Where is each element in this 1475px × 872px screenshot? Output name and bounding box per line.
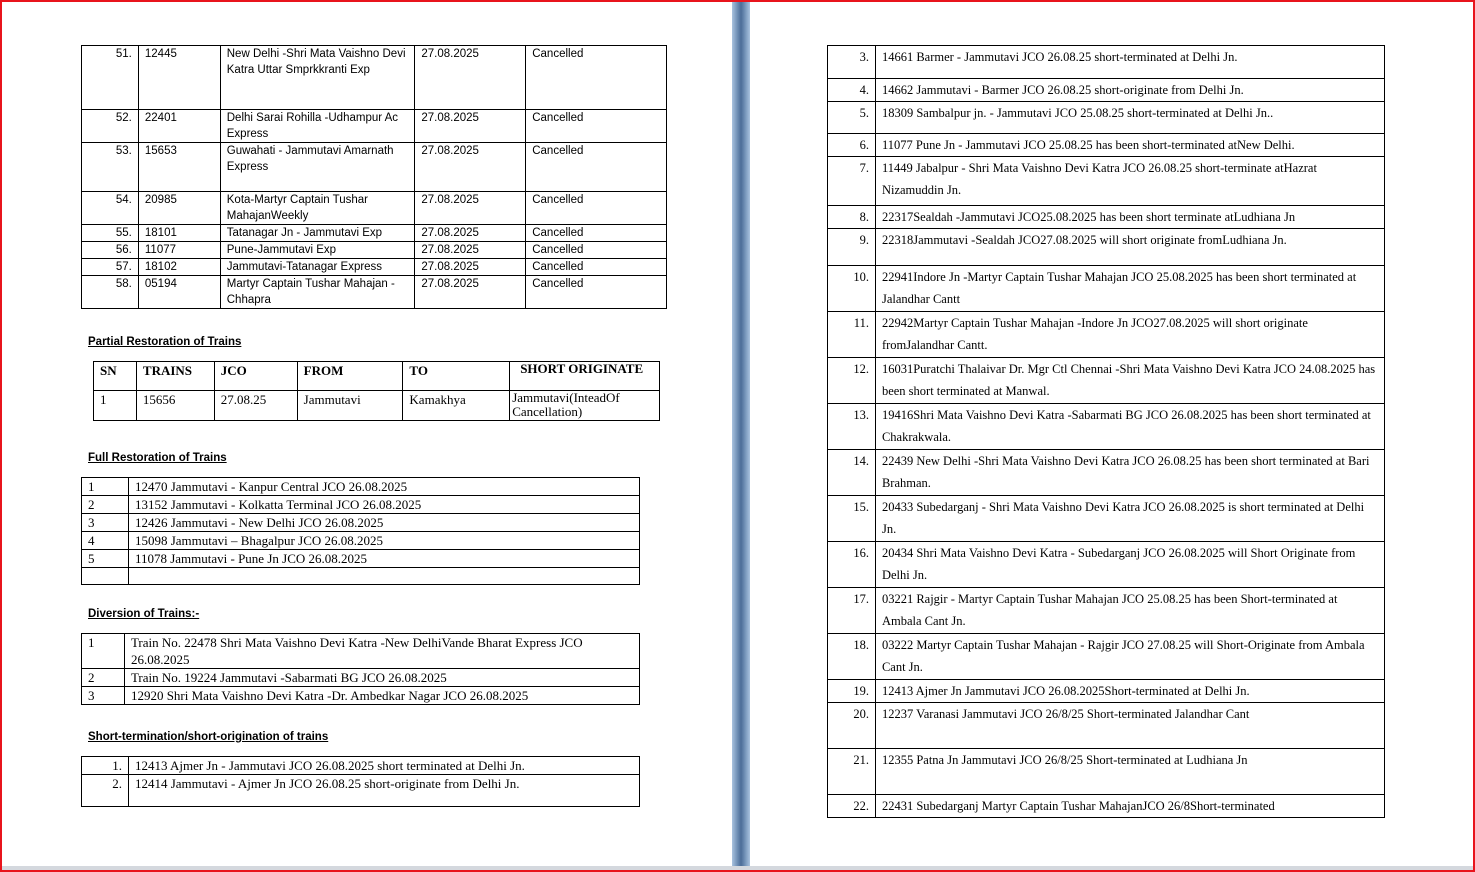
short-term-row-right xyxy=(828,795,1385,818)
date-cell: 27.08.2025 xyxy=(415,143,526,192)
sn-cell: 3. xyxy=(828,46,876,79)
train-number-cell: 11077 xyxy=(138,242,220,259)
page-divider xyxy=(732,0,750,872)
short-termination-table-left xyxy=(81,756,640,807)
col-jco-header: JCO xyxy=(214,362,297,391)
date-cell: 27.08.2025 xyxy=(415,242,526,259)
sn-cell: 3 xyxy=(82,514,129,532)
sn-cell: 21. xyxy=(828,749,876,795)
full-restoration-heading: Full Restoration of Trains xyxy=(88,452,227,464)
cancelled-row xyxy=(82,276,667,309)
status-cell: Cancelled xyxy=(526,225,667,242)
entry-text-cell: 14661 Barmer - Jammutavi JCO 26.08.25 short-terminated at Delhi Jn. xyxy=(875,46,1384,79)
sn-cell: 1 xyxy=(82,634,125,669)
date-cell: 27.08.2025 xyxy=(415,259,526,276)
short-term-row-right xyxy=(828,157,1385,206)
status-cell: Cancelled xyxy=(526,242,667,259)
train-number-cell: 18101 xyxy=(138,225,220,242)
entry-text-cell: 03221 Rajgir - Martyr Captain Tushar Mahajan JCO 25.08.25 has been Short-terminated at Ambala Cant Jn. xyxy=(875,588,1384,634)
date-cell: 27.08.2025 xyxy=(415,276,526,309)
date-cell: 27.08.2025 xyxy=(415,110,526,143)
entry-text-cell: 22942Martyr Captain Tushar Mahajan -Indore Jn JCO27.08.2025 will short originate fromJalandhar Cantt. xyxy=(875,312,1384,358)
train-number-cell: 18102 xyxy=(138,259,220,276)
short-termination-heading: Short-termination/short-origination of trains xyxy=(88,731,329,743)
sn-cell: 1. xyxy=(82,757,129,775)
sn-cell: 9. xyxy=(828,229,876,266)
short-term-row-right xyxy=(828,102,1385,134)
cancelled-row xyxy=(82,46,667,110)
entry-text-cell: 12237 Varanasi Jammutavi JCO 26/8/25 Short-terminated Jalandhar Cant xyxy=(875,703,1384,749)
full-restoration-row xyxy=(82,568,640,585)
short-term-row-right xyxy=(828,496,1385,542)
sn-cell: 20. xyxy=(828,703,876,749)
entry-text-cell: 12414 Jammutavi - Ajmer Jn JCO 26.08.25 short-originate from Delhi Jn. xyxy=(128,775,639,807)
sn-cell xyxy=(82,568,129,585)
partial-row xyxy=(94,391,660,421)
partial-train-cell: 15656 xyxy=(136,391,214,421)
sn-cell: 12. xyxy=(828,358,876,404)
document-page-right xyxy=(750,0,1473,866)
short-term-row-right xyxy=(828,46,1385,79)
entry-text-cell xyxy=(128,568,639,585)
sn-cell: 55. xyxy=(82,225,139,242)
full-restoration-row xyxy=(82,550,640,568)
entry-text-cell: 14662 Jammutavi - Barmer JCO 26.08.25 short-originate from Delhi Jn. xyxy=(875,79,1384,102)
full-restoration-row xyxy=(82,478,640,496)
train-name-cell: Martyr Captain Tushar Mahajan - Chhapra xyxy=(220,276,415,309)
entry-text-cell: 03222 Martyr Captain Tushar Mahajan - Rajgir JCO 27.08.25 will Short-Originate from Ambala Cant Jn. xyxy=(875,634,1384,680)
short-term-row-right xyxy=(828,266,1385,312)
diversion-row xyxy=(82,634,640,669)
bottom-scroll-strip xyxy=(2,866,1473,870)
date-cell: 27.08.2025 xyxy=(415,225,526,242)
document-page-left xyxy=(2,0,732,866)
short-term-row-left xyxy=(82,757,640,775)
date-cell: 27.08.2025 xyxy=(415,46,526,110)
cancelled-row xyxy=(82,143,667,192)
col-trains-header: TRAINS xyxy=(136,362,214,391)
cancelled-row xyxy=(82,242,667,259)
cancelled-row xyxy=(82,110,667,143)
diversion-row xyxy=(82,669,640,687)
sn-cell: 56. xyxy=(82,242,139,259)
train-number-cell: 05194 xyxy=(138,276,220,309)
sn-cell: 17. xyxy=(828,588,876,634)
status-cell: Cancelled xyxy=(526,143,667,192)
entry-text-cell: 12413 Ajmer Jn - Jammutavi JCO 26.08.2025 short terminated at Delhi Jn. xyxy=(128,757,639,775)
status-cell: Cancelled xyxy=(526,110,667,143)
col-short-originate-header: SHORT ORIGINATE xyxy=(510,362,660,391)
short-term-row-right xyxy=(828,134,1385,157)
short-term-row-right xyxy=(828,312,1385,358)
entry-text-cell: 22439 New Delhi -Shri Mata Vaishno Devi Katra JCO 26.08.25 has been short terminated at Bari Brahman. xyxy=(875,450,1384,496)
full-restoration-row xyxy=(82,514,640,532)
entry-text-cell: 11077 Pune Jn - Jammutavi JCO 25.08.25 has been short-terminated atNew Delhi. xyxy=(875,134,1384,157)
train-name-cell: Kota-Martyr Captain Tushar MahajanWeekly xyxy=(220,192,415,225)
short-term-row-right xyxy=(828,450,1385,496)
full-restoration-row xyxy=(82,496,640,514)
entry-text-cell: 16031Puratchi Thalaivar Dr. Mgr Ctl Chennai -Shri Mata Vaishno Devi Katra JCO 24.08.2025 has been short terminated at Manwal. xyxy=(875,358,1384,404)
sn-cell: 11. xyxy=(828,312,876,358)
sn-cell: 18. xyxy=(828,634,876,680)
train-number-cell: 22401 xyxy=(138,110,220,143)
sn-cell: 13. xyxy=(828,404,876,450)
sn-cell: 5. xyxy=(828,102,876,134)
entry-text-cell: 18309 Sambalpur jn. - Jammutavi JCO 25.08.25 short-terminated at Delhi Jn.. xyxy=(875,102,1384,134)
entry-text-cell: 11449 Jabalpur - Shri Mata Vaishno Devi Katra JCO 26.08.25 short-terminate atHazrat Nizamuddin Jn. xyxy=(875,157,1384,206)
sn-cell: 1 xyxy=(82,478,129,496)
diversion-row xyxy=(82,687,640,705)
short-term-row-right xyxy=(828,749,1385,795)
sn-cell: 58. xyxy=(82,276,139,309)
partial-restoration-table xyxy=(93,361,660,421)
train-number-cell: 15653 xyxy=(138,143,220,192)
short-term-row-right xyxy=(828,229,1385,266)
entry-text-cell: 19416Shri Mata Vaishno Devi Katra -Sabarmati BG JCO 26.08.2025 has been short terminated at Chakrakwala. xyxy=(875,404,1384,450)
entry-text-cell: 20433 Subedarganj - Shri Mata Vaishno Devi Katra JCO 26.08.2025 is short terminated at Delhi Jn. xyxy=(875,496,1384,542)
sn-cell: 22. xyxy=(828,795,876,818)
train-name-cell: Jammutavi-Tatanagar Express xyxy=(220,259,415,276)
sn-cell: 19. xyxy=(828,680,876,703)
train-name-cell: Pune-Jammutavi Exp xyxy=(220,242,415,259)
short-term-row-left xyxy=(82,775,640,807)
status-cell: Cancelled xyxy=(526,192,667,225)
short-term-row-right xyxy=(828,404,1385,450)
short-term-row-right xyxy=(828,358,1385,404)
train-number-cell: 20985 xyxy=(138,192,220,225)
sn-cell: 52. xyxy=(82,110,139,143)
short-term-row-right xyxy=(828,588,1385,634)
train-name-cell: Tatanagar Jn - Jammutavi Exp xyxy=(220,225,415,242)
sn-cell: 4 xyxy=(82,532,129,550)
partial-sn-cell: 1 xyxy=(94,391,137,421)
short-term-row-right xyxy=(828,79,1385,102)
sn-cell: 54. xyxy=(82,192,139,225)
sn-cell: 15. xyxy=(828,496,876,542)
train-name-cell: Guwahati - Jammutavi Amarnath Express xyxy=(220,143,415,192)
sn-cell: 2. xyxy=(82,775,129,807)
train-name-cell: Delhi Sarai Rohilla -Udhampur Ac Express xyxy=(220,110,415,143)
sn-cell: 53. xyxy=(82,143,139,192)
partial-jco-cell: 27.08.25 xyxy=(214,391,297,421)
sn-cell: 57. xyxy=(82,259,139,276)
partial-from-cell: Jammutavi xyxy=(297,391,403,421)
cancelled-row xyxy=(82,225,667,242)
cancelled-row xyxy=(82,259,667,276)
partial-short-cell: Jammutavi(InteadOf Cancellation) xyxy=(510,391,660,421)
entry-text-cell: Train No. 22478 Shri Mata Vaishno Devi Katra -New DelhiVande Bharat Express JCO 26.08.2025 xyxy=(124,634,639,669)
full-restoration-table xyxy=(81,477,640,585)
status-cell: Cancelled xyxy=(526,46,667,110)
sn-cell: 8. xyxy=(828,206,876,229)
sn-cell: 6. xyxy=(828,134,876,157)
short-term-row-right xyxy=(828,634,1385,680)
train-number-cell: 12445 xyxy=(138,46,220,110)
entry-text-cell: 22431 Subedarganj Martyr Captain Tushar MahajanJCO 26/8Short-terminated xyxy=(875,795,1384,818)
sn-cell: 14. xyxy=(828,450,876,496)
sn-cell: 3 xyxy=(82,687,125,705)
col-to-header: TO xyxy=(403,362,510,391)
sn-cell: 2 xyxy=(82,669,125,687)
entry-text-cell: 13152 Jammutavi - Kolkatta Terminal JCO 26.08.2025 xyxy=(128,496,639,514)
entry-text-cell: 22941Indore Jn -Martyr Captain Tushar Mahajan JCO 25.08.2025 has been short terminated at Jalandhar Cantt xyxy=(875,266,1384,312)
short-term-row-right xyxy=(828,542,1385,588)
partial-to-cell: Kamakhya xyxy=(403,391,510,421)
sn-cell: 51. xyxy=(82,46,139,110)
diversion-table xyxy=(81,633,640,705)
col-sn-header: SN xyxy=(94,362,137,391)
short-termination-table-right xyxy=(827,45,1385,818)
status-cell: Cancelled xyxy=(526,259,667,276)
entry-text-cell: Train No. 19224 Jammutavi -Sabarmati BG JCO 26.08.2025 xyxy=(124,669,639,687)
short-term-row-right xyxy=(828,703,1385,749)
entry-text-cell: 12355 Patna Jn Jammutavi JCO 26/8/25 Short-terminated at Ludhiana Jn xyxy=(875,749,1384,795)
partial-restoration-heading: Partial Restoration of Trains xyxy=(88,336,242,348)
sn-cell: 10. xyxy=(828,266,876,312)
entry-text-cell: 22317Sealdah -Jammutavi JCO25.08.2025 has been short terminate atLudhiana Jn xyxy=(875,206,1384,229)
col-from-header: FROM xyxy=(297,362,403,391)
short-term-row-right xyxy=(828,206,1385,229)
train-name-cell: New Delhi -Shri Mata Vaishno Devi Katra Uttar Smprkkranti Exp xyxy=(220,46,415,110)
entry-text-cell: 12470 Jammutavi - Kanpur Central JCO 26.08.2025 xyxy=(128,478,639,496)
entry-text-cell: 12920 Shri Mata Vaishno Devi Katra -Dr. Ambedkar Nagar JCO 26.08.2025 xyxy=(124,687,639,705)
diversion-heading: Diversion of Trains:- xyxy=(88,608,200,620)
short-term-row-right xyxy=(828,680,1385,703)
cancelled-row xyxy=(82,192,667,225)
sn-cell: 2 xyxy=(82,496,129,514)
entry-text-cell: 11078 Jammutavi - Pune Jn JCO 26.08.2025 xyxy=(128,550,639,568)
entry-text-cell: 20434 Shri Mata Vaishno Devi Katra - Subedarganj JCO 26.08.2025 will Short Originate from Delhi Jn. xyxy=(875,542,1384,588)
entry-text-cell: 15098 Jammutavi – Bhagalpur JCO 26.08.2025 xyxy=(128,532,639,550)
status-cell: Cancelled xyxy=(526,276,667,309)
full-restoration-row xyxy=(82,532,640,550)
entry-text-cell: 12426 Jammutavi - New Delhi JCO 26.08.2025 xyxy=(128,514,639,532)
sn-cell: 4. xyxy=(828,79,876,102)
date-cell: 27.08.2025 xyxy=(415,192,526,225)
entry-text-cell: 22318Jammutavi -Sealdah JCO27.08.2025 will short originate fromLudhiana Jn. xyxy=(875,229,1384,266)
sn-cell: 16. xyxy=(828,542,876,588)
entry-text-cell: 12413 Ajmer Jn Jammutavi JCO 26.08.2025Short-terminated at Delhi Jn. xyxy=(875,680,1384,703)
sn-cell: 7. xyxy=(828,157,876,206)
sn-cell: 5 xyxy=(82,550,129,568)
cancelled-trains-table xyxy=(81,45,667,309)
